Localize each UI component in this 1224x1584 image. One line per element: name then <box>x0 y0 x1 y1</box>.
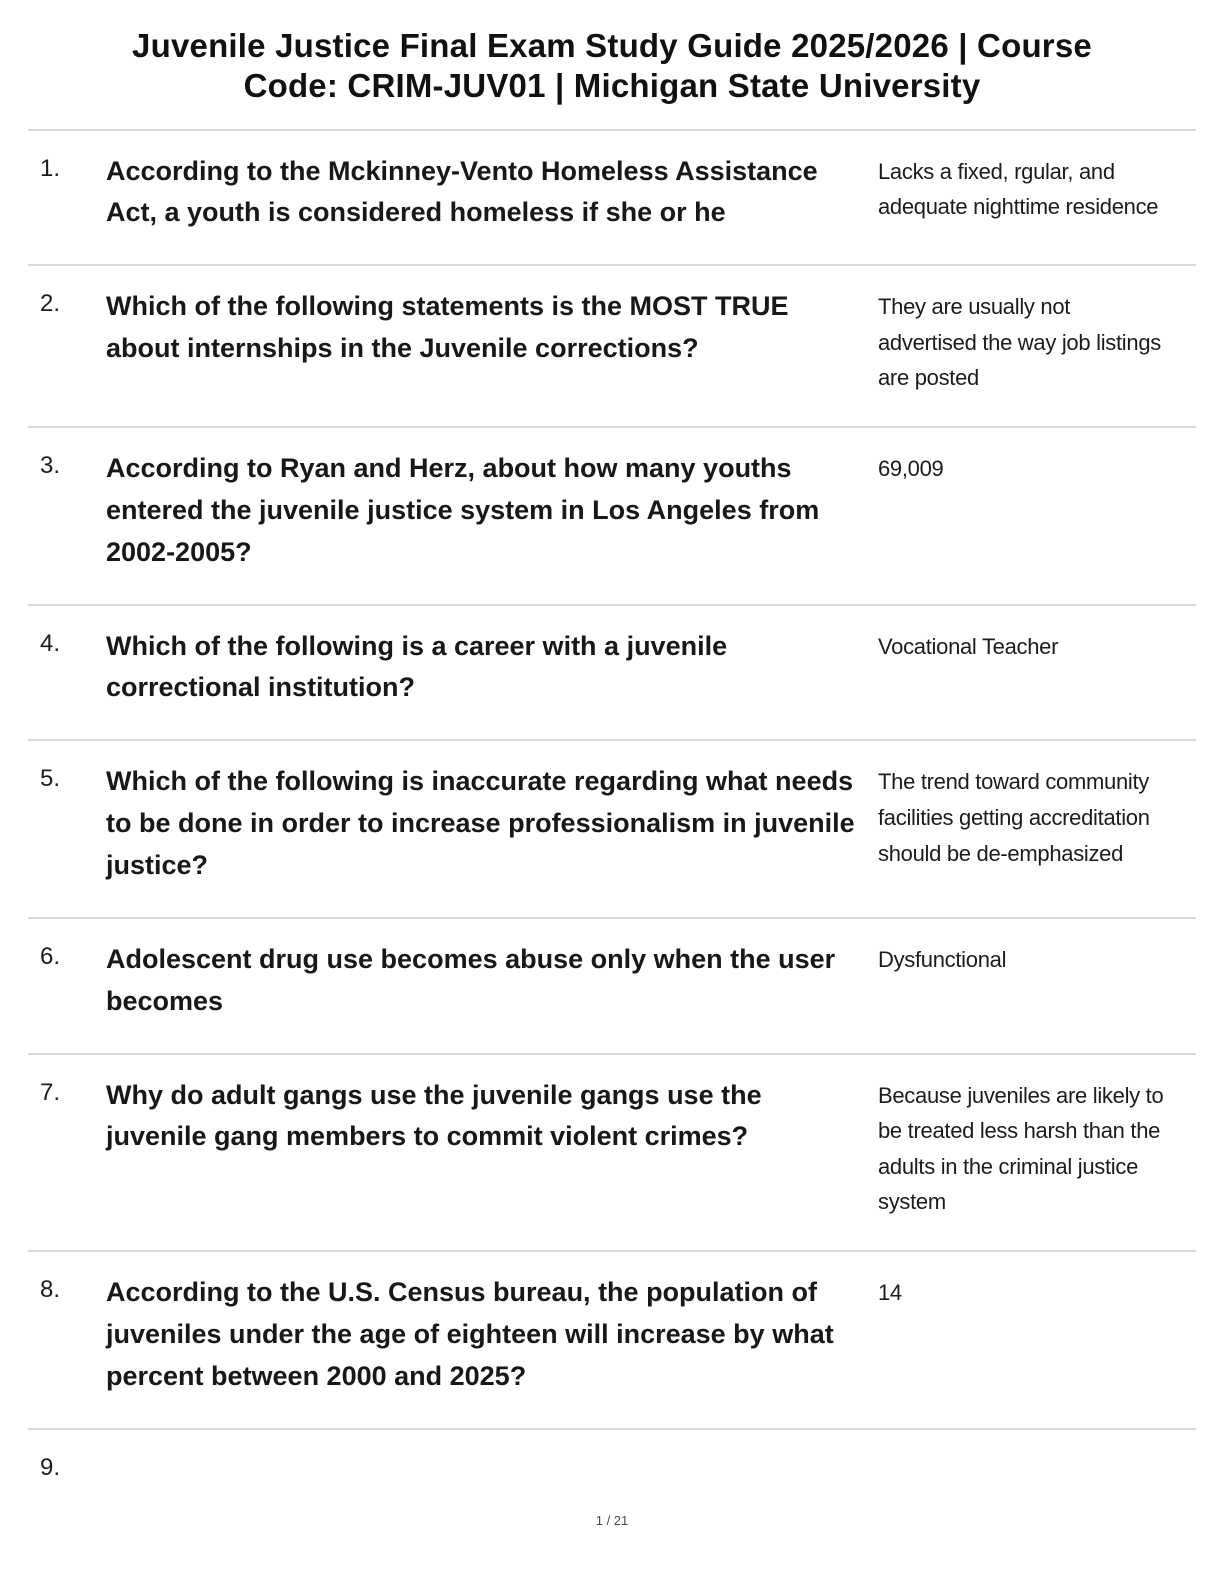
item-number: 8. <box>40 1276 61 1303</box>
qa-row <box>28 917 1196 1053</box>
question-text: Which of the following is inaccurate regarding what needs to be done in order to increase professionalism in juvenile justice? <box>106 766 855 880</box>
qa-row <box>28 739 1196 917</box>
answer-text: Because juveniles are likely to be treated less harsh than the adults in the criminal justice system <box>878 1082 1164 1215</box>
item-number: 3. <box>40 452 61 480</box>
item-number: 7. <box>40 1078 61 1106</box>
item-number: 9. <box>40 1453 61 1481</box>
qa-row <box>28 426 1196 604</box>
qa-row <box>28 1053 1196 1251</box>
question-text: Why do adult gangs use the juvenile gangs use the juvenile gang members to commit violent crimes? <box>106 1079 762 1152</box>
qa-row <box>28 264 1196 426</box>
question-text: According to the U.S. Census bureau, the population of juveniles under the age of eighteen will increase by what percent between 2000 and 2025? <box>106 1277 834 1391</box>
answer-text: They are usually not advertised the way job listings are posted <box>878 294 1161 391</box>
question-text <box>106 1450 878 1486</box>
qa-row <box>28 129 1196 265</box>
question-text: Adolescent drug use becomes abuse only when the user becomes <box>106 943 836 1016</box>
answer-text: The trend toward community facilities getting accreditation should be de-emphasized <box>878 769 1150 866</box>
qa-row <box>28 604 1196 740</box>
answer-text <box>878 1450 1170 1486</box>
item-number: 2. <box>40 290 61 318</box>
item-number: 1. <box>40 154 61 182</box>
item-number: 4. <box>40 629 61 657</box>
answer-text: Lacks a fixed, rgular, and adequate nighttime residence <box>878 158 1159 220</box>
answer-text: Dysfunctional <box>878 946 1007 972</box>
question-text: Which of the following is a career with a juvenile correctional institution? <box>106 630 728 703</box>
page-number: 1 / 21 <box>595 1513 629 1528</box>
qa-row <box>28 1428 1196 1516</box>
page-title: Juvenile Justice Final Exam Study Guide 2025/2026 | Course Code: CRIM-JUV01 | Michigan State University <box>132 27 1092 105</box>
question-text: According to Ryan and Herz, about how many youths entered the juvenile justice system in Los Angeles from 2002-2005? <box>106 453 820 567</box>
answer-text: 14 <box>878 1280 902 1305</box>
qa-list <box>0 129 1224 1516</box>
question-text: According to the Mckinney-Vento Homeless Assistance Act, a youth is considered homeless if she or he <box>106 155 818 228</box>
answer-text: Vocational Teacher <box>878 633 1059 659</box>
question-text: Which of the following statements is the MOST TRUE about internships in the Juvenile corrections? <box>106 291 789 364</box>
item-number: 5. <box>40 765 61 793</box>
item-number: 6. <box>40 942 61 970</box>
qa-row <box>28 1250 1196 1428</box>
answer-text: 69,009 <box>878 456 944 482</box>
